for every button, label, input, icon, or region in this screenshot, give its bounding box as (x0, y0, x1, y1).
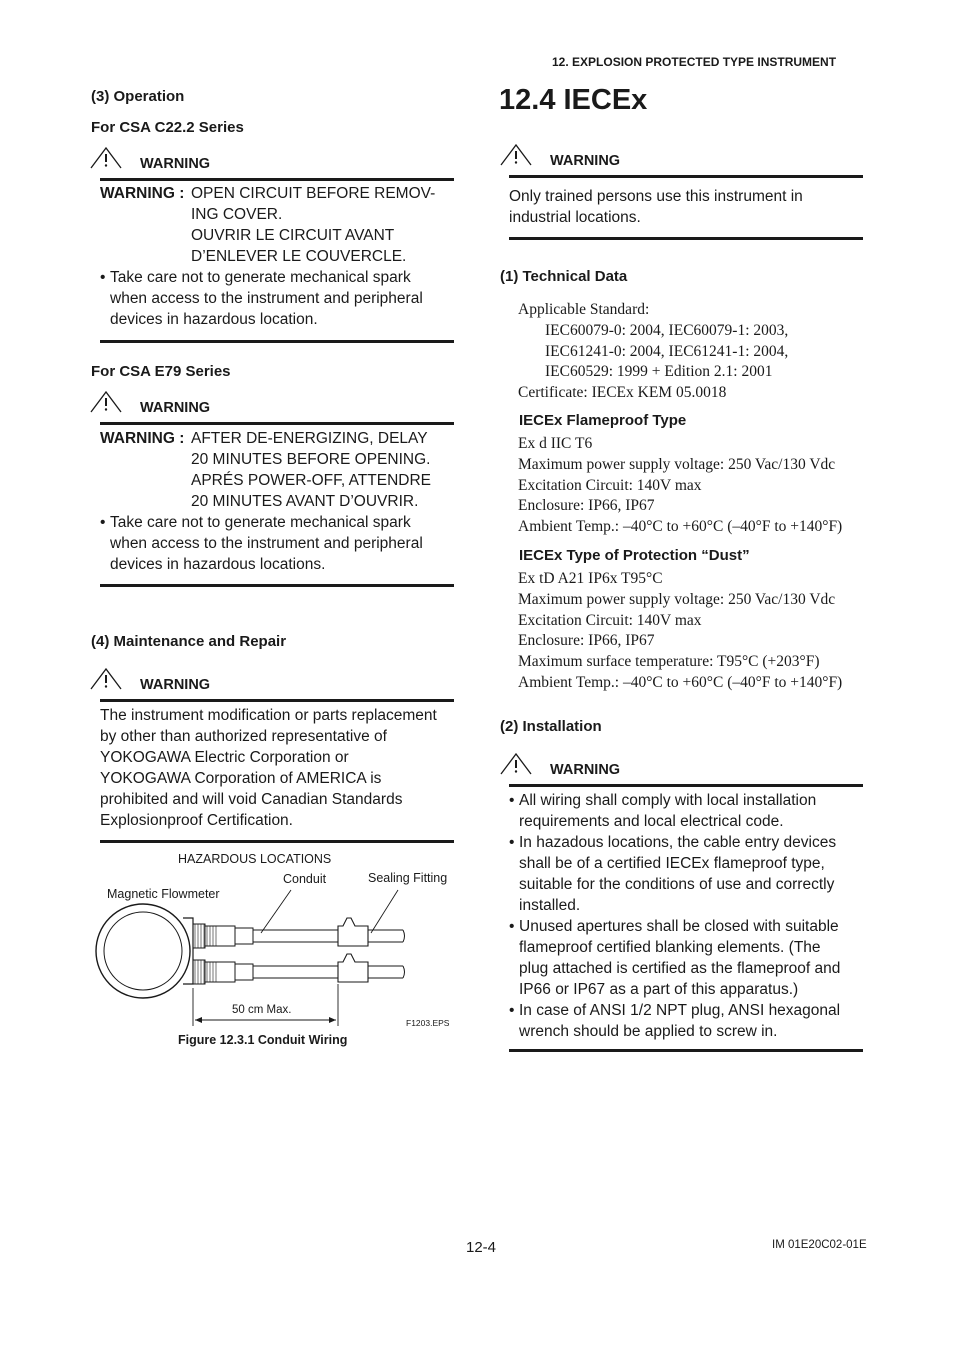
warning-text-line: OPEN CIRCUIT BEFORE REMOV- (191, 185, 436, 202)
warning-top-rule (100, 699, 454, 702)
figure-file-label: F1203.EPS (406, 1018, 450, 1028)
spec-line: Enclosure: IP66, IP67 (518, 632, 655, 650)
technical-data-heading: (1) Technical Data (500, 268, 628, 285)
spec-line: Excitation Circuit: 140V max (518, 476, 702, 494)
csa-e79-heading: For CSA E79 Series (91, 363, 231, 380)
bullet-text-line: Take care not to generate mechanical spark (110, 514, 411, 531)
warning-text-line: prohibited and will void Canadian Standards (100, 791, 403, 808)
warning-label: WARNING (550, 762, 621, 778)
spec-line: Ambient Temp.: –40°C to +60°C (–40°F to +140°F) (518, 518, 843, 536)
warning-top-rule (509, 784, 863, 787)
spec-line: Excitation Circuit: 140V max (518, 611, 702, 629)
bullet-text-line: Unused apertures shall be closed with suitable (519, 918, 839, 935)
warning-triangle-icon (498, 752, 534, 776)
warning-text-line: industrial locations. (509, 209, 641, 226)
warning-label: WARNING (140, 400, 211, 416)
warning-text-line: by other than authorized representative of (100, 728, 387, 745)
csa-c22-heading: For CSA C22.2 Series (91, 119, 244, 136)
warning-bottom-rule (509, 237, 863, 240)
dust-heading: IECEx Type of Protection “Dust” (519, 547, 750, 564)
installation-warning-box (509, 790, 863, 1042)
sealing-fitting-lower (338, 954, 368, 982)
page-number: 12-4 (466, 1239, 497, 1256)
bullet-text-line: shall be of a certified IECEx flameproof type, (519, 855, 825, 872)
bullet-dot: • (100, 514, 106, 531)
warning-text-line: Only trained persons use this instrument in (509, 188, 803, 205)
warning-text-line: The instrument modification or parts replacement (100, 707, 437, 724)
flameproof-block (518, 434, 863, 538)
spec-line: Ex d IIC T6 (518, 435, 593, 452)
warning-key: WARNING : (100, 430, 185, 447)
warning-text-line: Explosionproof Certification. (100, 812, 293, 829)
spec-line: Maximum power supply voltage: 250 Vac/130 Vdc (518, 590, 836, 608)
flameproof-heading: IECEx Flameproof Type (519, 412, 687, 429)
bullet-text-line: when access to the instrument and peripheral (110, 290, 423, 307)
warning-top-rule (100, 422, 454, 425)
warning-bottom-rule (100, 840, 454, 843)
bullet-text-line: In hazadous locations, the cable entry devices (519, 834, 837, 851)
certificate-line: Certificate: IECEx KEM 05.0018 (518, 384, 727, 402)
standard-line: IEC61241-0: 2004, IEC61241-1: 2004, (545, 342, 789, 360)
bullet-text-line: In case of ANSI 1/2 NPT plug, ANSI hexagonal (519, 1002, 841, 1019)
bullet-dot: • (509, 834, 515, 851)
bullet-dot: • (100, 269, 106, 286)
magnetic-flowmeter-label: Magnetic Flowmeter (107, 887, 220, 901)
dust-block (518, 569, 863, 694)
warning-label: WARNING (140, 156, 211, 172)
warning-triangle-icon (88, 390, 124, 414)
conduit-wiring-figure (93, 848, 455, 1028)
warning-top-rule (100, 178, 454, 181)
distance-label: 50 cm Max. (232, 1004, 292, 1016)
standard-line: IEC60079-0: 2004, IEC60079-1: 2003, (545, 321, 789, 339)
installation-heading: (2) Installation (500, 718, 602, 735)
applicable-standard-label: Applicable Standard: (518, 301, 650, 318)
conduit-label: Conduit (283, 872, 327, 886)
warning-label: WARNING (550, 153, 621, 169)
flowmeter-body (96, 904, 190, 998)
maintenance-heading: (4) Maintenance and Repair (91, 633, 287, 650)
warning-csa-c22-box (100, 183, 460, 330)
warning-bottom-rule (100, 584, 454, 587)
bullet-dot: • (509, 918, 515, 935)
sealing-fitting-label: Sealing Fitting (368, 871, 448, 885)
spec-line: Ex tD A21 IP6x T95°C (518, 570, 663, 587)
warning-text-line: APRÉS POWER-OFF, ATTENDRE (191, 472, 431, 489)
warning-text-line: AFTER DE-ENERGIZING, DELAY (191, 430, 428, 447)
bullet-text-line: All wiring shall comply with local installation (519, 792, 817, 809)
section-title: 12.4 IECEx (499, 84, 648, 116)
installation-bullet (509, 790, 863, 832)
warning-top-rule (509, 175, 863, 178)
warning-key: WARNING : (100, 185, 185, 202)
technical-data-block (518, 300, 863, 404)
hazardous-locations-label: HAZARDOUS LOCATIONS (178, 852, 332, 866)
warning-bottom-rule (100, 340, 454, 343)
warning-label: WARNING (140, 677, 211, 693)
bullet-text-line: wrench should be applied to screw in. (519, 1023, 778, 1040)
bullet-text-line: IP66 or IP67 as a part of this apparatus.) (519, 981, 799, 998)
spec-line: Ambient Temp.: –40°C to +60°C (–40°F to +140°F) (518, 673, 843, 691)
warning-triangle-icon (498, 143, 534, 167)
warning-text-line: YOKOGAWA Corporation of AMERICA is (100, 770, 382, 787)
sealing-fitting-upper (338, 918, 368, 946)
bullet-dot: • (509, 792, 515, 809)
warning-text-line: YOKOGAWA Electric Corporation or (100, 749, 349, 766)
bullet-text-line: requirements and local electrical code. (519, 813, 784, 830)
warning-triangle-icon (88, 667, 124, 691)
bullet-text-line: flameproof certified blanking elements. (The (519, 939, 821, 956)
operation-heading: (3) Operation (91, 88, 185, 105)
warning-text-line: OUVRIR LE CIRCUIT AVANT (191, 227, 395, 244)
installation-bullet (509, 1000, 863, 1042)
spec-line: Enclosure: IP66, IP67 (518, 497, 655, 515)
bullet-text-line: when access to the instrument and peripheral (110, 535, 423, 552)
standard-line: IEC60529: 1999 + Edition 2.1: 2001 (545, 363, 773, 381)
bullet-text-line: Take care not to generate mechanical spark (110, 269, 411, 286)
figure-caption: Figure 12.3.1 Conduit Wiring (178, 1033, 348, 1047)
warning-text-line: 20 MINUTES BEFORE OPENING. (191, 451, 431, 468)
warning-triangle-icon (88, 146, 124, 170)
flowmeter-inner (104, 912, 182, 990)
warning-bottom-rule (509, 1049, 863, 1052)
iecex-warning-box (509, 186, 863, 228)
warning-csa-e79-box (100, 428, 460, 575)
bullet-dot: • (509, 1002, 515, 1019)
bullet-text-line: devices in hazardous locations. (110, 556, 326, 573)
warning-maintenance-box (100, 705, 460, 831)
bullet-text-line: devices in hazardous location. (110, 311, 318, 328)
bullet-text-line: plug attached is certified as the flameproof and (519, 960, 841, 977)
installation-bullet (509, 916, 863, 1000)
spec-line: Maximum power supply voltage: 250 Vac/130 Vdc (518, 455, 836, 473)
bullet-text-line: suitable for the conditions of use and correctly (519, 876, 835, 893)
spec-line: Maximum surface temperature: T95°C (+203°F) (518, 653, 820, 671)
installation-bullet (509, 832, 863, 916)
warning-text-line: D’ENLEVER LE COUVERCLE. (191, 248, 407, 265)
running-header: 12. EXPLOSION PROTECTED TYPE INSTRUMENT (552, 55, 837, 69)
warning-text-line: ING COVER. (191, 206, 283, 223)
warning-text-line: 20 MINUTES AVANT D’OUVRIR. (191, 493, 419, 510)
document-id: IM 01E20C02-01E (772, 1239, 867, 1251)
bullet-text-line: installed. (519, 897, 581, 914)
